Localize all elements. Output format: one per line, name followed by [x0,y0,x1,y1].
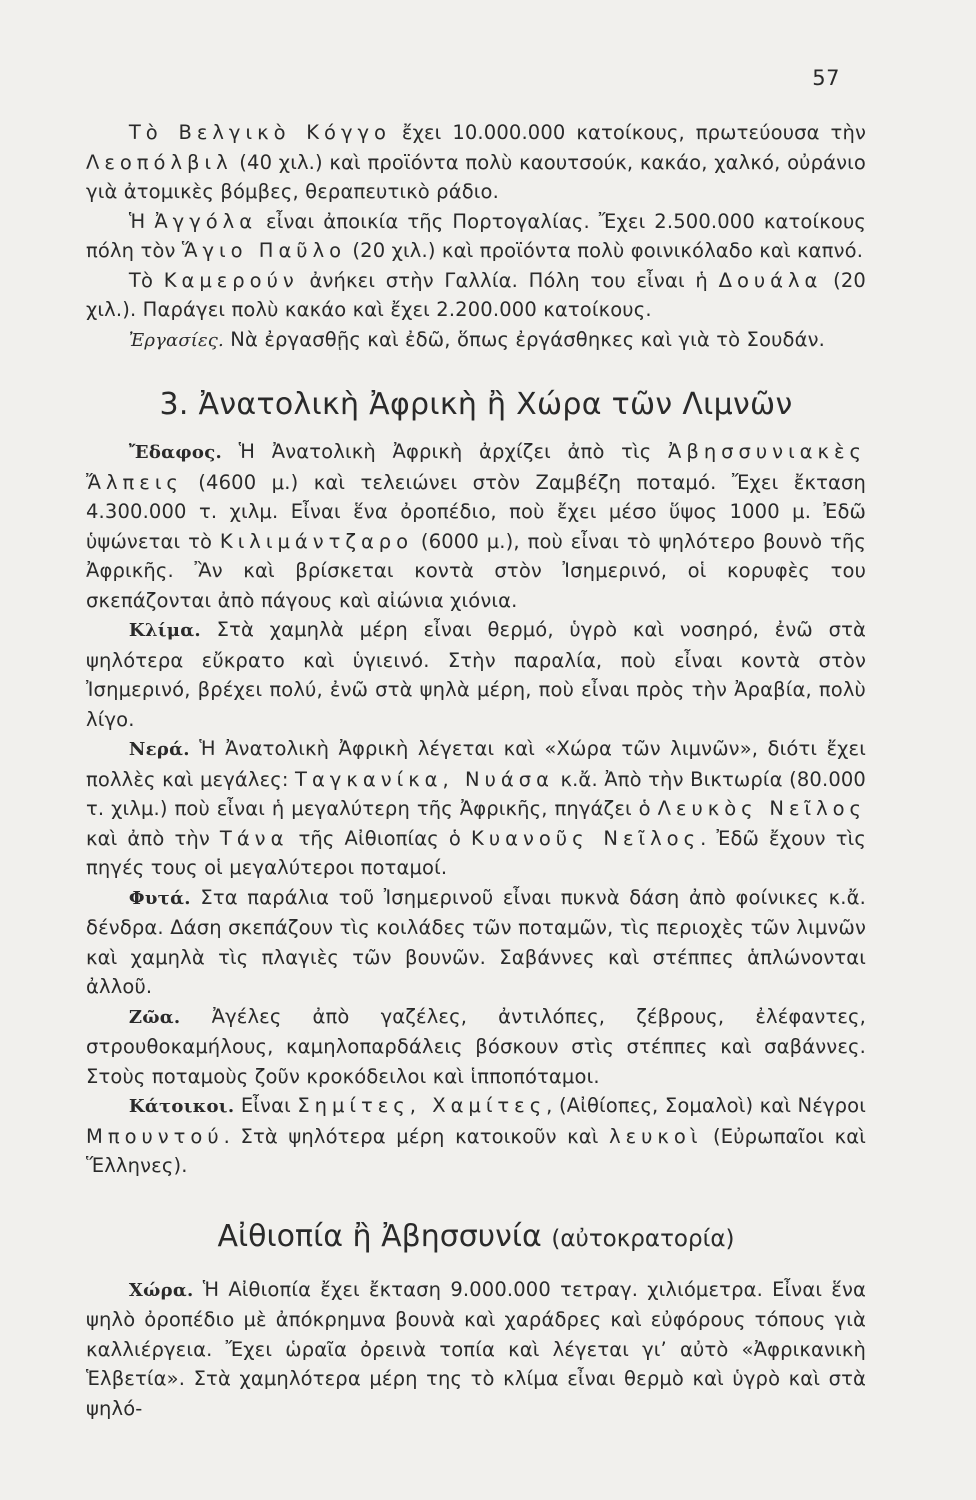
paragraph-cameroon [86,266,866,325]
paragraph-text: Ἡ [128,209,155,233]
paragraph-text: . Στὰ ψηλότερα μέρη κατοικοῦν καὶ [223,1124,610,1148]
spaced-place-name: Ἀγγόλα [154,209,258,233]
paragraph-text: εἶναι ἀποικία τῆς Πορτογαλίας. Ἔχει 2.500.000 κατοίκους πόλη τὸν [86,209,866,262]
paragraph-climate [86,615,866,734]
paragraph-animals [86,1002,866,1092]
paragraph-exercises [86,325,866,356]
spaced-place-name: Μπουντού [86,1124,224,1148]
term-climate: Κλίμα. [128,620,201,641]
paragraph-text: (20 χιλ.). Παράγει πολὺ κακάο καὶ ἔχει 2.200.000 κατοίκους. [86,268,866,321]
term-inhabitants: Κάτοικοι. [128,1096,235,1117]
paragraph-waters [86,734,866,883]
term-terrain: Ἔδαφος. [128,442,223,463]
paragraph-text: Εἶναι [234,1094,298,1117]
paragraph-text: Ἀγέλες ἀπὸ γαζέλες, ἀντιλόπες, ζέβρους, ἐλέφαντες, στρουθοκαμήλους, καμηλοπαρδάλεις βόσκουν στὶς στέππες καὶ σαβάννες. Στοὺς ποταμοὺς ζοῦν κροκόδειλοι καὶ ἱπποπόταμοι. [86,1004,866,1088]
paragraph-angola [86,207,866,266]
paragraph-text: Ἡ Ἀνατολικὴ Ἀφρικὴ ἀρχίζει ἀπὸ τὶς [222,440,669,463]
paragraph-text: , (Αἰθίοπες, Σομαλοὶ) καὶ Νέγροι [546,1094,867,1117]
paragraph-text: (20 χιλ.) καὶ προϊόντα πολὺ φοινικόλαδο καὶ καπνό. [346,239,864,262]
spaced-place-name: λευκοὶ [609,1124,703,1148]
spaced-place-name: Κυανοῦς Νεῖλος [471,826,701,850]
term-waters: Νερά. [128,739,190,760]
term-animals: Ζῶα. [128,1006,181,1028]
page-number: 57 [812,66,840,90]
spaced-place-name: Τάνα [219,826,289,850]
paragraph-belgian-congo [86,118,866,207]
country-heading-main: Αἰθιοπία ἢ Ἀβησσυνία [217,1218,542,1254]
spaced-place-name: Σημίτες, Χαμίτες [297,1094,547,1117]
paragraph-text: Νὰ ἐργασθῇς καὶ ἐδῶ, ὅπως ἐργάσθηκες καὶ γιὰ τὸ Σουδάν. [223,327,825,351]
paragraph-text: ἀνήκει στὴν Γαλλία. Πόλη του εἶναι ἡ [298,268,719,292]
exercises-term: Ἐργασίες. [128,329,224,351]
term-country: Χώρα. [128,1279,194,1301]
spaced-place-name: Καμερούν [163,268,299,292]
paragraph-text: (40 χιλ.) καὶ προϊόντα πολὺ καουτσούκ, κακάο, χαλκό, οὐράνιο γιὰ ἀτομικὲς βόμβες, θεραπευτικὸ ράδιο. [86,150,866,203]
paragraph-plants [86,883,866,1002]
country-heading-sub: (αὐτοκρατορία) [551,1225,735,1252]
paragraph-text: (6000 μ.), ποὺ εἶναι τὸ ψηλότερο βουνὸ τῆς Ἀφρικῆς. Ἂν καὶ βρίσκεται κοντὰ στὸν Ἰσημερινό, οἱ κορυφὲς του σκεπάζονται ἀπὸ πάγους καὶ αἰώνια χιόνια. [86,529,866,612]
paragraph-text: (4600 μ.) καὶ τελειώνει στὸν Ζαμβέζη ποταμό. Ἔχει ἔκταση 4.300.000 τ. χιλμ. Εἶναι ἕνα ὀροπέδιο, ποὺ ἔχει μέσο ὕψος 1000 μ. Ἐδῶ ὑψώνεται τὸ [86,470,866,553]
paragraph-text: τῆς Αἰθιοπίας ὁ [288,826,472,850]
paragraph-text: ἔχει 10.000.000 κατοίκους, πρωτεύουσα τὴν [390,121,866,144]
paragraph-text: κ.ἄ. Ἀπὸ τὴν Βικτωρία (80.000 τ. χιλμ.) ποὺ εἶναι ἡ μεγαλύτερη τῆς Ἀφρικῆς, πηγάζει ὁ [86,767,866,820]
paragraph-text: Ἡ Αἰθιοπία ἔχει ἔκταση 9.000.000 τετραγ. χιλιόμετρα. Εἶναι ἕνα ψηλὸ ὀροπέδιο μὲ ἀπόκρημνα βουνὰ καὶ χαράδρες καὶ εὐφόρους τόπους γιὰ καλλιέργεια. Ἔχει ὡραῖα ὀρεινὰ τοπία καὶ λέγεται γι’ αὐτὸ «Ἀφρικανικὴ Ἑλβετία». Στὰ χαμηλότερα μέρη της τὸ κλίμα εἶναι θερμὸ καὶ ὑγρὸ καὶ στὰ ψηλό- [86,1277,866,1420]
spaced-place-name: Λευκὸς Νεῖλος [657,797,866,820]
section-heading: 3. Ἀνατολικὴ Ἀφρικὴ ἢ Χώρα τῶν Λιμνῶν [159,387,793,422]
paragraph-text: καὶ ἀπὸ τὴν [86,826,220,850]
paragraph-text: Στα παράλια τοῦ Ἰσημερινοῦ εἶναι πυκνὰ δάση ἀπὸ φοίνικες κ.ἄ. δένδρα. Δάση σκεπάζουν τὶς κοιλάδες τῶν ποταμῶν, τὶς περιοχὲς τῶν λιμνῶν καὶ χαμηλὰ τὶς πλαγιὲς τῶν βουνῶν. Σαβάννες καὶ στέππες ἁπλώνονται ἀλλοῦ. [86,885,866,998]
spaced-place-name: Τὸ Βελγικὸ Κόγγο [128,121,391,144]
paragraph-text: Τὸ [128,268,164,292]
spaced-place-name: Δουάλα [718,268,823,292]
paragraph-inhabitants [86,1091,866,1181]
paragraph-country [86,1275,866,1424]
paragraph-text: . Ἐδῶ ἔχουν τὶς πηγές τους οἱ μεγαλύτεροι ποταμοί. [86,826,866,879]
spaced-place-name: Ἀβησσυνιακὲς Ἄλπεις [86,440,866,494]
paragraph-text: (Εὐρωπαῖοι καὶ Ἕλληνες). [86,1124,867,1177]
spaced-place-name: Λεοπόλβιλ [86,150,233,174]
paragraph-text: Στὰ χαμηλὰ μέρη εἶναι θερμό, ὑγρὸ καὶ νοσηρό, ἐνῶ στὰ ψηλότερα εὔκρατο καὶ ὑγιεινό. Στὴν παραλία, ποὺ εἶναι κοντὰ στὸν Ἰσημερινό, βρέχει πολύ, ἐνῶ στὰ ψηλὰ μέρη, ποὺ εἶναι πρὸς τὴν Ἀραβία, πολὺ λίγο. [86,618,866,731]
spaced-place-name: Ταγκανίκα, Νυάσα [295,767,554,791]
spaced-place-name: Ἅγιο Παῦλο [181,239,347,262]
spaced-place-name: Κιλιμάντζαρο [219,529,414,553]
term-plants: Φυτά. [128,887,191,909]
paragraph-text: Ἡ Ἀνατολικὴ Ἀφρικὴ λέγεται καὶ «Χώρα τῶν λιμνῶν», διότι ἔχει πολλὲς καὶ μεγάλες: [86,737,866,791]
country-heading [86,1217,866,1259]
paragraph-terrain [86,437,866,615]
